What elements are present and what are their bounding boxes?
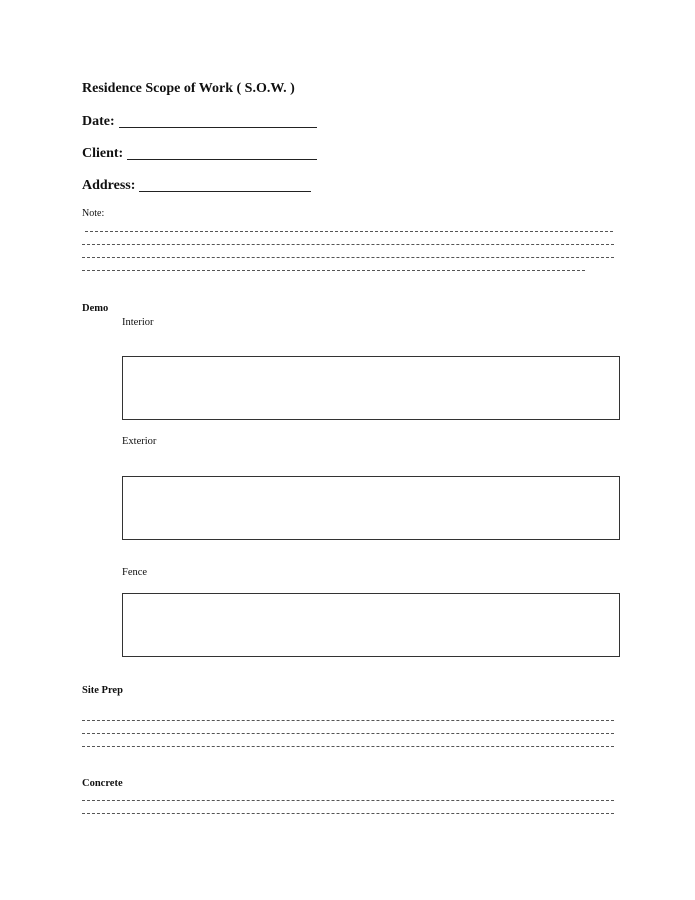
client-field[interactable]	[82, 146, 317, 162]
interior-label: Interior	[122, 317, 154, 328]
note-line-1[interactable]	[85, 231, 613, 232]
date-blank-line[interactable]	[119, 126, 317, 128]
exterior-input-box[interactable]	[122, 476, 620, 540]
client-blank-line[interactable]	[127, 158, 317, 160]
address-field[interactable]	[82, 178, 311, 194]
site-prep-line-1[interactable]	[82, 720, 614, 721]
site-prep-line-2[interactable]	[82, 733, 614, 734]
fence-input-box[interactable]	[122, 593, 620, 657]
note-label: Note:	[82, 208, 105, 219]
address-blank-line[interactable]	[139, 190, 311, 192]
section-concrete-heading: Concrete	[82, 778, 123, 789]
interior-input-box[interactable]	[122, 356, 620, 420]
document-title: Residence Scope of Work ( S.O.W. )	[82, 81, 295, 96]
section-demo-heading: Demo	[82, 303, 109, 314]
date-label: Date:	[82, 114, 115, 129]
date-field[interactable]	[82, 114, 317, 130]
section-site-prep-heading: Site Prep	[82, 685, 123, 696]
exterior-label: Exterior	[122, 436, 157, 447]
concrete-line-1[interactable]	[82, 800, 614, 801]
fence-label: Fence	[122, 567, 148, 578]
client-label: Client:	[82, 146, 124, 161]
note-line-2[interactable]	[82, 244, 614, 245]
site-prep-line-3[interactable]	[82, 746, 614, 747]
note-line-4[interactable]	[82, 270, 585, 271]
note-line-3[interactable]	[82, 257, 614, 258]
address-label: Address:	[82, 178, 136, 193]
concrete-line-2[interactable]	[82, 813, 614, 814]
